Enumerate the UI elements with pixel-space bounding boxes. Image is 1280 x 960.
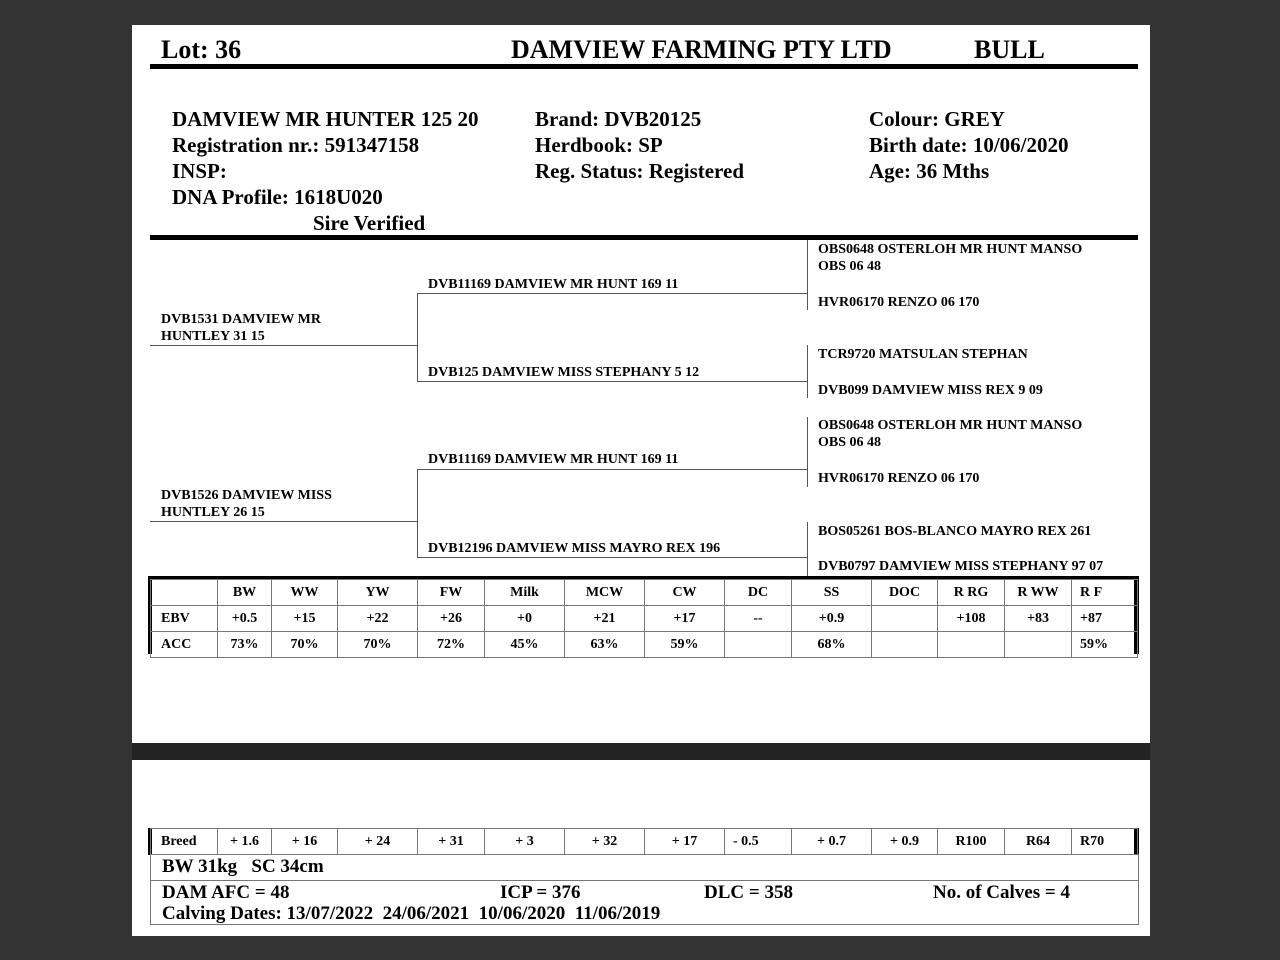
acc-cell bbox=[872, 632, 938, 658]
dam-afc: DAM AFC = 48 bbox=[162, 882, 290, 903]
ebv-cell: +87 bbox=[1072, 606, 1138, 632]
birth-date: Birth date: 10/06/2020 bbox=[869, 133, 1069, 157]
pedigree-sire-sire-dam: HVR06170 RENZO 06 170 bbox=[818, 295, 980, 310]
pedigree-dam-sire-sire: OBS0648 OSTERLOH MR HUNT MANSO OBS 06 48 bbox=[818, 418, 1083, 450]
animal-name: DAMVIEW MR HUNTER 125 20 bbox=[172, 107, 479, 131]
header-cell: DOC bbox=[872, 580, 938, 606]
ebv-cell: +0.5 bbox=[218, 606, 272, 632]
connector-line bbox=[417, 293, 418, 382]
pedigree-dam-dam-dam: DVB0797 DAMVIEW MISS STEPHANY 97 07 bbox=[818, 559, 1104, 574]
breed-cell: + 24 bbox=[338, 829, 418, 855]
breed-cell: + 0.9 bbox=[872, 829, 938, 855]
breeder-name: DAMVIEW FARMING PTY LTD bbox=[511, 35, 892, 64]
colour: Colour: GREY bbox=[869, 107, 1005, 131]
measurements-box bbox=[150, 854, 1139, 881]
header-cell: SS bbox=[792, 580, 872, 606]
document-page-1 bbox=[132, 25, 1150, 743]
ebv-row bbox=[151, 606, 1138, 632]
pedigree-dam-dam: DVB12196 DAMVIEW MISS MAYRO REX 196 bbox=[428, 541, 721, 556]
breed-row bbox=[151, 829, 1138, 855]
insp-field: INSP: bbox=[172, 159, 227, 183]
header-cell: R F bbox=[1072, 580, 1138, 606]
pedigree-dam-sire-dam: HVR06170 RENZO 06 170 bbox=[818, 471, 980, 486]
brand: Brand: DVB20125 bbox=[535, 107, 702, 131]
verification-status: Sire Verified bbox=[313, 211, 426, 235]
acc-cell bbox=[1005, 632, 1072, 658]
header-cell: DC bbox=[725, 580, 792, 606]
connector-line bbox=[417, 469, 418, 557]
document-page-2 bbox=[132, 760, 1150, 936]
row-label: Breed bbox=[151, 829, 218, 855]
pedigree-sire-dam-dam: DVB099 DAMVIEW MISS REX 9 09 bbox=[818, 383, 1043, 398]
breed-cell: + 31 bbox=[418, 829, 485, 855]
acc-cell: 68% bbox=[792, 632, 872, 658]
breed-cell: + 32 bbox=[565, 829, 645, 855]
breed-cell: + 0.7 bbox=[792, 829, 872, 855]
header-cell: WW bbox=[272, 580, 338, 606]
connector-line bbox=[417, 469, 807, 470]
ebv-cell: +0 bbox=[485, 606, 565, 632]
connector-line bbox=[807, 417, 808, 487]
header-cell: MCW bbox=[565, 580, 645, 606]
herdbook: Herdbook: SP bbox=[535, 133, 663, 157]
ebv-cell: -- bbox=[725, 606, 792, 632]
header-cell: Milk bbox=[485, 580, 565, 606]
ebv-cell: +17 bbox=[645, 606, 725, 632]
pedigree-sire-dam-sire: TCR9720 MATSULAN STEPHAN bbox=[818, 347, 1028, 362]
ebv-cell bbox=[872, 606, 938, 632]
acc-cell: 59% bbox=[1072, 632, 1138, 658]
connector-line bbox=[417, 557, 807, 558]
acc-cell: 72% bbox=[418, 632, 485, 658]
connector-line bbox=[807, 345, 808, 398]
acc-cell bbox=[725, 632, 792, 658]
header-cell: CW bbox=[645, 580, 725, 606]
connector-line bbox=[150, 521, 417, 522]
ebv-cell: +0.9 bbox=[792, 606, 872, 632]
acc-row bbox=[151, 632, 1138, 658]
header-cell: FW bbox=[418, 580, 485, 606]
acc-cell: 45% bbox=[485, 632, 565, 658]
header-cell: BW bbox=[218, 580, 272, 606]
breed-cell: R100 bbox=[938, 829, 1005, 855]
measurements: BW 31kg SC 34cm bbox=[162, 856, 324, 877]
dam-stats-box bbox=[150, 880, 1139, 925]
dlc: DLC = 358 bbox=[704, 882, 793, 903]
reg-status: Reg. Status: Registered bbox=[535, 159, 744, 183]
dna-profile: DNA Profile: 1618U020 bbox=[172, 185, 383, 209]
ebv-cell: +26 bbox=[418, 606, 485, 632]
breed-cell: + 16 bbox=[272, 829, 338, 855]
pedigree-sire-dam: DVB125 DAMVIEW MISS STEPHANY 5 12 bbox=[428, 365, 700, 380]
acc-cell: 63% bbox=[565, 632, 645, 658]
pedigree-sire-sire-sire: OBS0648 OSTERLOH MR HUNT MANSO OBS 06 48 bbox=[818, 242, 1083, 274]
lot-number: Lot: 36 bbox=[161, 35, 242, 64]
header-rule bbox=[150, 64, 1138, 69]
header-cell bbox=[151, 580, 218, 606]
pedigree-sire: DVB1531 DAMVIEW MR HUNTLEY 31 15 bbox=[161, 312, 321, 344]
sex-label: BULL bbox=[974, 35, 1045, 64]
ebv-table bbox=[150, 579, 1138, 658]
row-label: EBV bbox=[151, 606, 218, 632]
page-break bbox=[132, 743, 1150, 760]
acc-cell bbox=[938, 632, 1005, 658]
header-cell: R WW bbox=[1005, 580, 1072, 606]
ebv-cell: +21 bbox=[565, 606, 645, 632]
ebv-cell: +15 bbox=[272, 606, 338, 632]
breed-cell: R70 bbox=[1072, 829, 1138, 855]
connector-line bbox=[150, 345, 417, 346]
header-cell: YW bbox=[338, 580, 418, 606]
connector-line bbox=[807, 240, 808, 310]
calving-dates: Calving Dates: 13/07/2022 24/06/2021 10/06/2020 11/06/2019 bbox=[162, 903, 661, 924]
pedigree-dam-dam-sire: BOS05261 BOS-BLANCO MAYRO REX 261 bbox=[818, 524, 1092, 539]
ebv-cell: +83 bbox=[1005, 606, 1072, 632]
ebv-header-row bbox=[151, 580, 1138, 606]
registration-number: Registration nr.: 591347158 bbox=[172, 133, 420, 157]
icp: ICP = 376 bbox=[500, 882, 581, 903]
ebv-cell: +22 bbox=[338, 606, 418, 632]
acc-cell: 70% bbox=[272, 632, 338, 658]
connector-line bbox=[417, 381, 807, 382]
connector-line bbox=[417, 293, 807, 294]
connector-line bbox=[807, 522, 808, 576]
age: Age: 36 Mths bbox=[869, 159, 990, 183]
breed-cell: + 1.6 bbox=[218, 829, 272, 855]
number-of-calves: No. of Calves = 4 bbox=[933, 882, 1070, 903]
breed-cell: - 0.5 bbox=[725, 829, 792, 855]
acc-cell: 70% bbox=[338, 632, 418, 658]
header-cell: R RG bbox=[938, 580, 1005, 606]
breed-average-table bbox=[150, 828, 1138, 855]
pedigree-sire-sire: DVB11169 DAMVIEW MR HUNT 169 11 bbox=[428, 277, 679, 292]
ebv-cell: +108 bbox=[938, 606, 1005, 632]
breed-cell: R64 bbox=[1005, 829, 1072, 855]
breed-cell: + 17 bbox=[645, 829, 725, 855]
pedigree-dam-sire: DVB11169 DAMVIEW MR HUNT 169 11 bbox=[428, 452, 679, 467]
acc-cell: 73% bbox=[218, 632, 272, 658]
pedigree-dam: DVB1526 DAMVIEW MISS HUNTLEY 26 15 bbox=[161, 488, 332, 520]
breed-cell: + 3 bbox=[485, 829, 565, 855]
row-label: ACC bbox=[151, 632, 218, 658]
acc-cell: 59% bbox=[645, 632, 725, 658]
info-rule bbox=[150, 235, 1138, 240]
